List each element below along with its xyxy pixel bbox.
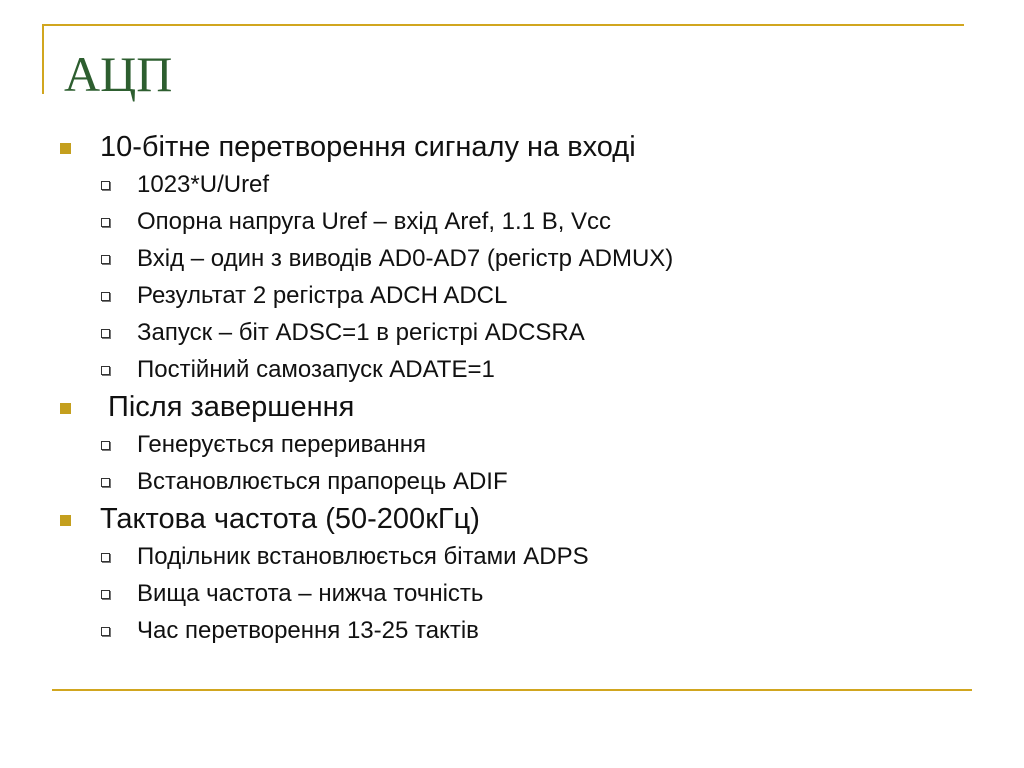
bullet-level1 — [60, 500, 980, 538]
bullet-level1-text: Тактова частота (50-200кГц) — [100, 503, 480, 535]
hollow-square-bullet-icon — [101, 553, 110, 562]
bullet-level2 — [60, 612, 980, 649]
bullet-level2-text: Опорна напруга Uref – вхід Aref, 1.1 В, Vcc — [137, 208, 612, 235]
bullet-level2 — [60, 277, 980, 314]
slide-content — [60, 128, 980, 649]
left-accent-line — [42, 24, 44, 94]
bullet-level2 — [60, 203, 980, 240]
bullet-level2 — [60, 351, 980, 388]
bullet-level2-text: Запуск – біт ADSC=1 в регістрі ADCSRA — [137, 319, 585, 346]
bullet-level2-text: Результат 2 регістра ADCH ADCL — [137, 282, 508, 309]
filled-square-bullet-icon — [60, 403, 71, 414]
bullet-level2 — [60, 426, 980, 463]
hollow-square-bullet-icon — [101, 292, 110, 301]
bullet-level1 — [60, 128, 980, 166]
hollow-square-bullet-icon — [101, 366, 110, 375]
bullet-level2 — [60, 463, 980, 500]
slide-title: АЦП — [64, 46, 173, 102]
bullet-level2 — [60, 314, 980, 351]
bullet-level2-text: 1023*U/Uref — [137, 171, 270, 198]
bullet-level2-text: Встановлюється прапорець ADIF — [137, 468, 508, 495]
hollow-square-bullet-icon — [101, 441, 110, 450]
hollow-square-bullet-icon — [101, 218, 110, 227]
bullet-level2-text: Подільник встановлюється бітами ADPS — [137, 543, 589, 570]
hollow-square-bullet-icon — [101, 329, 110, 338]
hollow-square-bullet-icon — [101, 627, 110, 636]
bullet-level2-text: Вища частота – нижча точність — [137, 580, 484, 607]
bullet-level2 — [60, 166, 980, 203]
bullet-level2 — [60, 240, 980, 277]
bullet-level2-text: Генерується переривання — [137, 431, 426, 458]
bullet-level2-text: Постійний самозапуск ADATE=1 — [137, 356, 495, 383]
filled-square-bullet-icon — [60, 143, 71, 154]
bullet-level2 — [60, 538, 980, 575]
filled-square-bullet-icon — [60, 515, 71, 526]
bullet-level1 — [60, 388, 980, 426]
hollow-square-bullet-icon — [101, 590, 110, 599]
bullet-level1-text: Після завершення — [108, 391, 355, 423]
bullet-level1-text: 10-бітне перетворення сигналу на вході — [100, 131, 636, 163]
hollow-square-bullet-icon — [101, 255, 110, 264]
bullet-level2-text: Вхід – один з виводів AD0-AD7 (регістр ADMUX) — [137, 245, 674, 272]
hollow-square-bullet-icon — [101, 478, 110, 487]
bullet-level2 — [60, 575, 980, 612]
bottom-accent-line — [52, 689, 972, 691]
top-accent-line — [42, 24, 964, 26]
bullet-level2-text: Час перетворення 13-25 тактів — [137, 617, 479, 644]
hollow-square-bullet-icon — [101, 181, 110, 190]
